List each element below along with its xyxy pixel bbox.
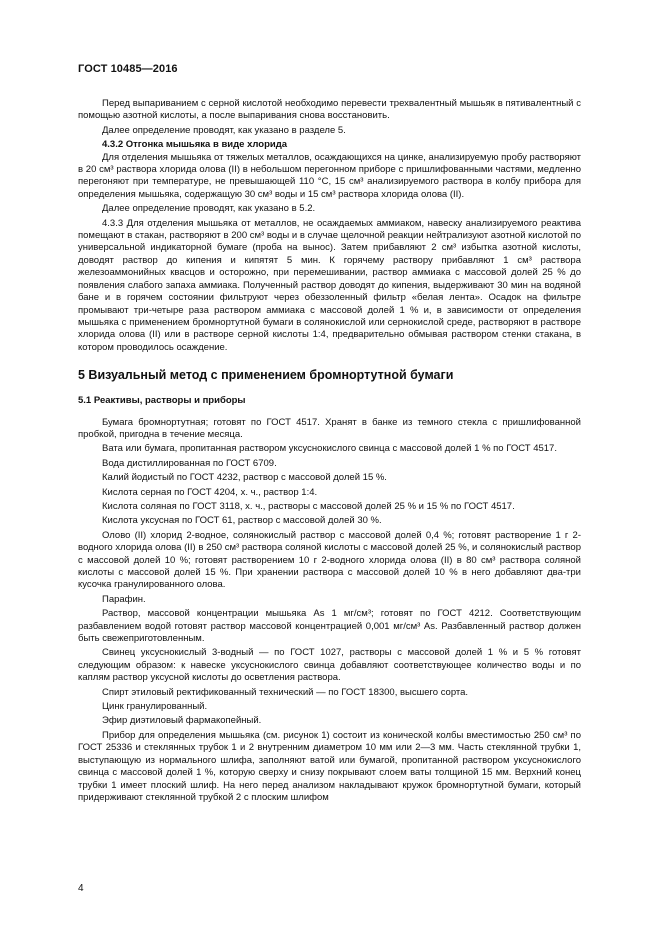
- list-item: Парафин.: [102, 593, 146, 605]
- list-item: Вата или бумага, пропитанная раствором уксуснокислого свинца с массовой долей 1 % по ГОСТ 4517.: [102, 443, 557, 455]
- page-number: 4: [78, 883, 84, 894]
- list-item: Кислота уксусная по ГОСТ 61, раствор с массовой долей 30 %.: [102, 515, 382, 527]
- subsection-heading-4-3-2: 4.3.2 Отгонка мышьяка в виде хлорида: [102, 139, 288, 151]
- paragraph: 4.3.3 Для отделения мышьяка от металлов, не осаждаемых аммиаком, навеску анализируемого реактива помещают в стакан, растворяют в 200 см³ воды и в случае щелочной реакции нейтрализуют азотной кислотой по универсальной индикаторной бумаге (проба на вынос). Затем прибавляют 2 см³ избытка азотной кислоты, доводят раствор до кипения и кипятят 5 мин. К горячему раствору прибавляют 1 см³ раствора железоаммонийных квасцов и осторожно, при перемешивании, раствор аммиака с массовой долей 25 % до появления слабого запаха аммиака. Полученный раствор доводят до кипения, выдерживают 30 мин на водяной бане и в горячем состоянии фильтруют через обеззоленный фильтр «белая лента». Осадок на фильтре промывают три-четыре раза раствором аммиака с массовой долей 1 % и, в зависимости от определения мышьяка с применением бромнортутной бумаги в солянокислой или сернокислой среде, растворяют в растворе хлорида олова (II) или в растворе серной кислоты 1:4, предварительно обмывая раствором стенки стакана, в котором проводилось осаждение.: [78, 217, 581, 353]
- paragraph: Далее определение проводят, как указано в 5.2.: [102, 203, 316, 215]
- paragraph: Перед выпариванием с серной кислотой необходимо перевести трехвалентный мышьяк в пятивалентный с помощью азотной кислоты, а после выпаривания снова восстановить.: [78, 98, 581, 122]
- paragraph: Далее определение проводят, как указано в разделе 5.: [102, 124, 346, 136]
- subsection-heading-5-1: 5.1 Реактивы, растворы и приборы: [78, 395, 246, 407]
- list-item: Калий йодистый по ГОСТ 4232, раствор с массовой долей 15 %.: [102, 472, 387, 484]
- list-item: Прибор для определения мышьяка (см. рисунок 1) состоит из конической колбы вместимостью 250 см³ по ГОСТ 25336 и стеклянных трубок 1 и 2 внутренним диаметром 10 мм или 2—3 мм. Часть стеклянной трубки 1, выступающую из нормального шлифа, заполняют ватой или бумагой, пропитанной раствором уксуснокислого свинца с массовой долей 1 %, которую сверху и снизу покрывают слоем ваты толщиной 15 мм. Верхний конец трубки 1 имеет плоский шлиф. На него перед анализом накладывают кружок бромнортутной бумаги, который придерживают стеклянной трубкой 2 с плоским шлифом: [78, 729, 581, 803]
- list-item: Спирт этиловый ректификованный технический — по ГОСТ 18300, высшего сорта.: [102, 686, 469, 698]
- list-item: Эфир диэтиловый фармакопейный.: [102, 715, 262, 727]
- list-item: Олово (II) хлорид 2-водное, солянокислый раствор с массовой долей 0,4 %; готовят растворение 1 г 2-водного хлорида олова (II) в 250 см³ раствора соляной кислоты с массовой долей 25 %, и солянокислый раствор с массовой долей 10 %; готовят растворением 10 г 2-водного хлорида олова (II) в 80 см³ раствора соляной кислоты с массовой долей 15 %. При хранении раствора с массовой долей 10 % в него добавляют два-три кусочка гранулированного олова.: [78, 529, 581, 591]
- paragraph: Для отделения мышьяка от тяжелых металлов, осаждающихся на цинке, анализируемую пробу растворяют в 20 см³ раствора хлорида олова (II) в небольшом перегонном приборе с пришлифованными частями, медленно перегоняют при температуре, не превышающей 110 °С, 15 см³ анализируемого раствора в колбу прибора для определения мышьяка, содержащую 30 см³ воды и 15 см³ раствора хлорида олова (II).: [78, 151, 581, 200]
- section-heading-5: 5 Визуальный метод с применением бромнортутной бумаги: [78, 368, 454, 383]
- list-item: Кислота соляная по ГОСТ 3118, х. ч., растворы с массовой долей 25 % и 15 % по ГОСТ 4517.: [102, 500, 515, 512]
- list-item: Вода дистиллированная по ГОСТ 6709.: [102, 457, 277, 469]
- list-item: Раствор, массовой концентрации мышьяка As 1 мг/см³; готовят по ГОСТ 4212. Соответствующим разбавлением водой готовят раствор массовой концентрацией 0,001 мг/см³ As. Разбавленный раствор должен быть свежеприготовленным.: [78, 608, 581, 645]
- list-item: Бумага бромнортутная; готовят по ГОСТ 4517. Хранят в банке из темного стекла с пришлифованной пробкой, пригодна в течение месяца.: [78, 416, 581, 440]
- list-item: Свинец уксуснокислый 3-водный — по ГОСТ 1027, растворы с массовой долей 1 % и 5 % готовят следующим образом: к навеске уксуснокислого свинца добавляют соответствующее количество воды и по каплям раствор уксусной кислоты до осветления раствора.: [78, 647, 581, 684]
- list-item: Цинк гранулированный.: [102, 701, 208, 713]
- page-content: [78, 98, 581, 804]
- list-item: Кислота серная по ГОСТ 4204, х. ч., раствор 1:4.: [102, 486, 318, 498]
- document-header: ГОСТ 10485—2016: [78, 63, 178, 75]
